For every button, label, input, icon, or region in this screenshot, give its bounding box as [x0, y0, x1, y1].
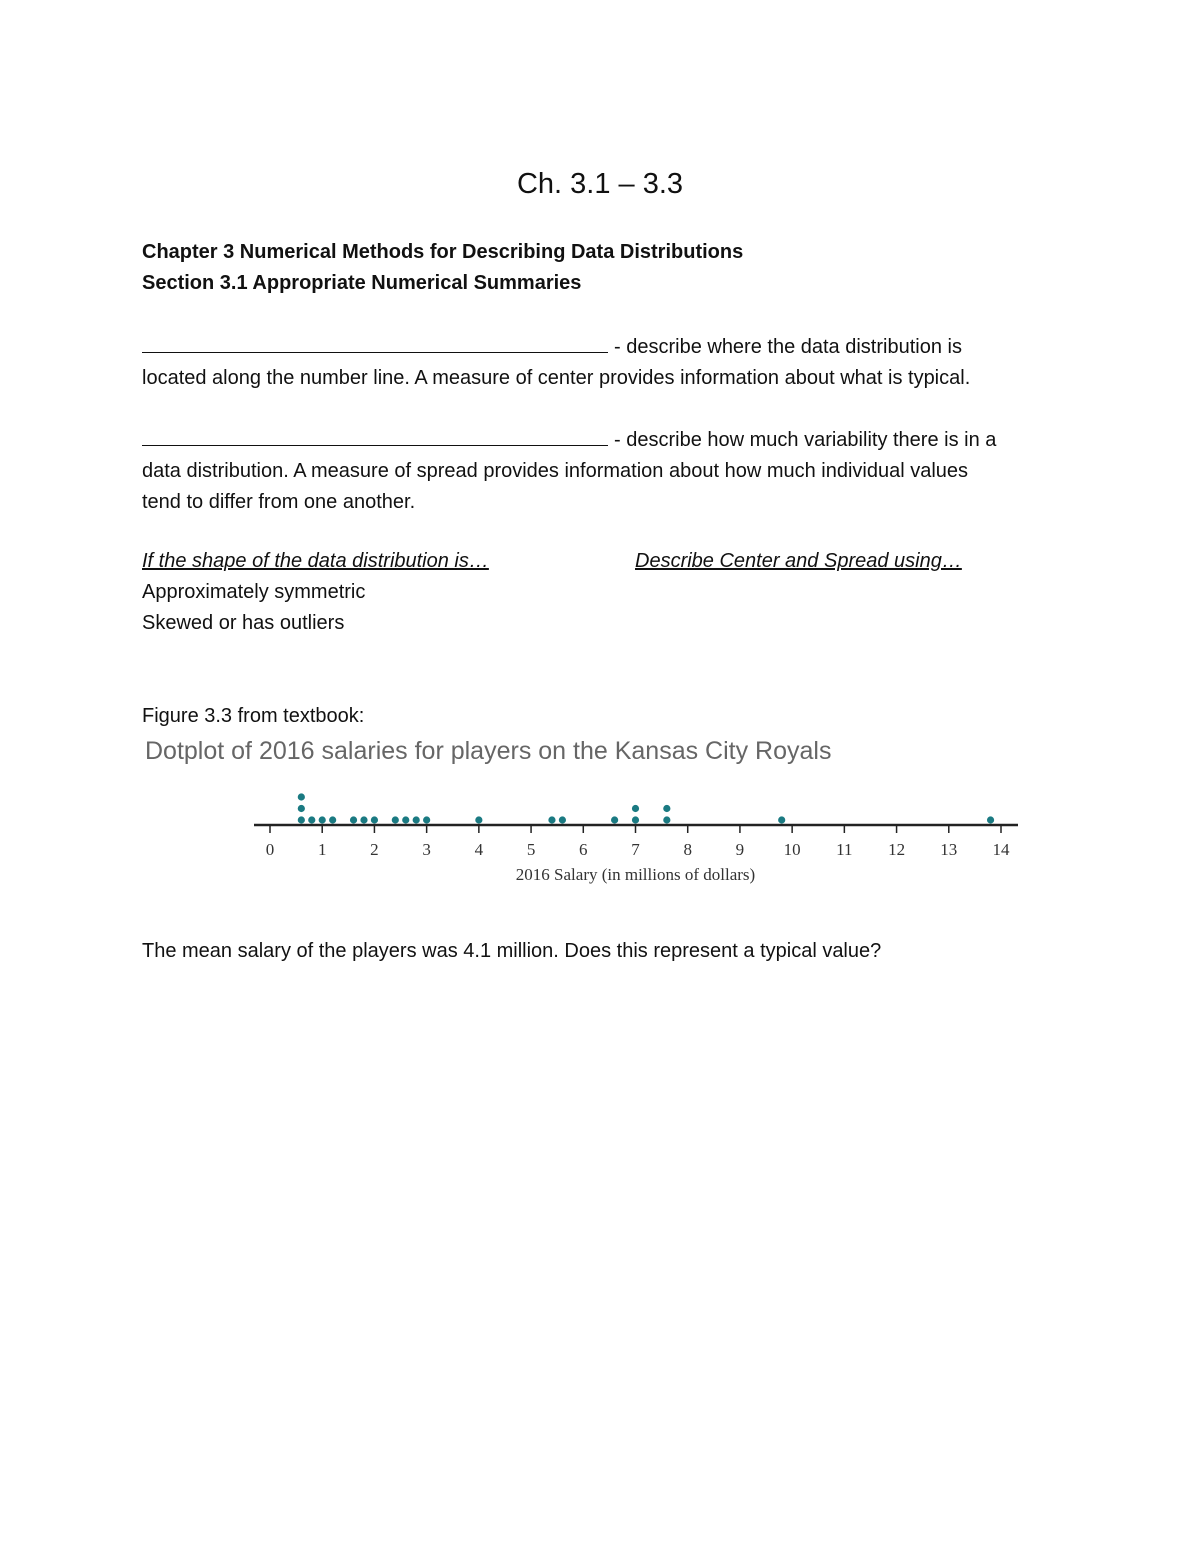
table-header-left: If the shape of the data distribution is… — [142, 550, 489, 572]
page-title: Ch. 3.1 – 3.3 — [516, 168, 684, 200]
definition-spread-line-1 — [142, 423, 1072, 456]
shape-table-header — [142, 546, 1072, 577]
tick-layer — [266, 825, 1010, 859]
question-text: The mean salary of the players was 4.1 million. Does this represent a typical value? — [142, 940, 882, 962]
x-axis-label: 2016 Salary (in millions of dollars) — [515, 865, 756, 884]
data-dot — [778, 816, 785, 823]
x-tick-label: 2 — [370, 840, 379, 859]
data-dot — [308, 816, 315, 823]
fill-in-blank-1 — [142, 330, 608, 353]
definition-spread-line-3: tend to differ from one another. — [142, 491, 416, 513]
data-dot — [298, 793, 305, 800]
data-dot — [423, 816, 430, 823]
data-dot — [559, 816, 566, 823]
x-tick-label: 5 — [526, 840, 536, 859]
data-dot — [663, 805, 670, 812]
x-tick-label: 12 — [888, 840, 906, 859]
table-row-skewed: Skewed or has outliers — [142, 612, 345, 634]
data-dot — [611, 816, 618, 823]
definition-center-line-1 — [142, 330, 1072, 363]
data-dot — [475, 816, 482, 823]
chart-title: Dotplot of 2016 salaries for players on the Kansas City Royals — [145, 737, 832, 765]
definition-center-line-2: located along the number line. A measure of center provides information about what is typical. — [142, 367, 971, 389]
data-dot — [319, 816, 326, 823]
definition-center-text-1: - describe where the data distribution is — [614, 336, 962, 358]
fill-in-blank-2 — [142, 423, 608, 446]
data-dot — [350, 816, 357, 823]
x-tick-label: 0 — [265, 840, 275, 859]
x-tick-label: 4 — [474, 840, 484, 859]
x-tick-label: 7 — [631, 840, 640, 859]
table-row-symmetric: Approximately symmetric — [142, 581, 366, 603]
data-dot — [371, 816, 378, 823]
data-dot — [392, 816, 399, 823]
x-tick-label: 8 — [683, 840, 692, 859]
x-tick-label: 6 — [579, 840, 588, 859]
dot-layer — [298, 793, 994, 823]
definition-spread-line-2: data distribution. A measure of spread provides information about how much individual values — [142, 460, 969, 482]
chapter-heading: Chapter 3 Numerical Methods for Describing Data Distributions — [142, 241, 744, 263]
section-heading: Section 3.1 Appropriate Numerical Summaries — [142, 272, 582, 294]
definition-center — [142, 330, 1072, 394]
data-dot — [548, 816, 555, 823]
x-tick-label: 14 — [992, 840, 1010, 859]
x-tick-label: 1 — [317, 840, 327, 859]
definition-spread — [142, 423, 1072, 518]
data-dot — [360, 816, 367, 823]
x-tick-label: 10 — [783, 840, 801, 859]
data-dot — [632, 816, 639, 823]
x-tick-label: 13 — [940, 840, 958, 859]
figure-caption: Figure 3.3 from textbook: — [142, 705, 365, 727]
x-tick-label: 9 — [735, 840, 745, 859]
data-dot — [298, 805, 305, 812]
data-dot — [632, 805, 639, 812]
data-dot — [413, 816, 420, 823]
data-dot — [663, 816, 670, 823]
data-dot — [298, 816, 305, 823]
table-header-right: Describe Center and Spread using… — [635, 550, 962, 572]
x-tick-label: 3 — [422, 840, 431, 859]
definition-spread-text-1: - describe how much variability there is in a — [614, 429, 997, 451]
data-dot — [329, 816, 336, 823]
x-tick-label: 11 — [836, 840, 853, 859]
data-dot — [987, 816, 994, 823]
dotplot-chart — [0, 780, 1200, 900]
data-dot — [402, 816, 409, 823]
